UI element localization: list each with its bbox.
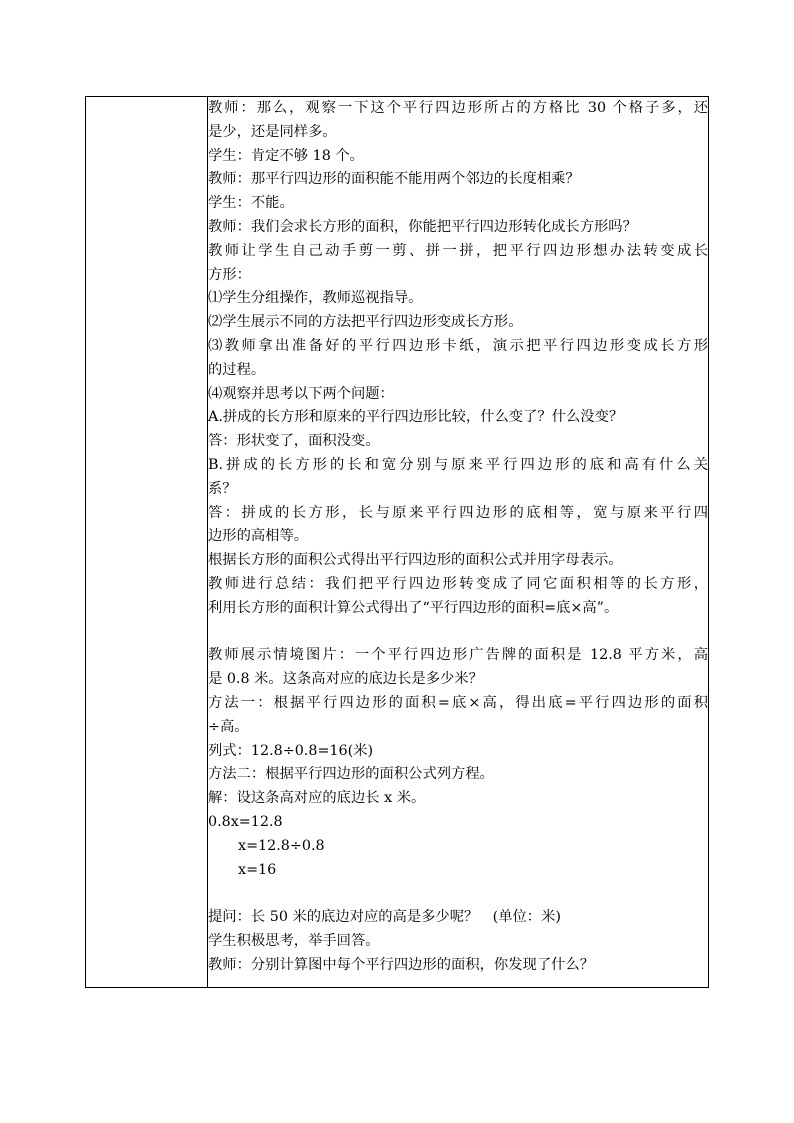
text-line: 答：形状变了，面积没变。 [208, 433, 380, 450]
left-column-cell [86, 97, 208, 988]
text-line: 教师：我们会求长方形的面积，你能把平行四边形转化成长方形吗？ [208, 218, 637, 235]
blank-line [208, 621, 708, 645]
text-line: 教师让学生自己动手剪一剪、拼一拼，把平行四边形想办法转变成长 [208, 242, 708, 259]
text-line: A.拼成的长方形和原来的平行四边形比较，什么变了？什么没变？ [208, 409, 624, 426]
text-line: ⑶教师拿出准备好的平行四边形卡纸，演示把平行四边形变成长方形 [208, 337, 708, 354]
text-line: 边形的高相等。 [208, 528, 309, 545]
text-line: 学生：不能。 [208, 195, 294, 212]
text-line: ÷高。 [208, 718, 249, 735]
equation-line: 0.8x=12.8 [208, 813, 283, 830]
lesson-content-cell [208, 97, 709, 988]
blank-line [208, 882, 708, 906]
text-line: 列式：12.8÷0.8=16(米) [208, 742, 374, 759]
text-line: 方形： [208, 266, 251, 283]
text-line: 教师：那么，观察一下这个平行四边形所占的方格比 30 个格子多，还 [208, 100, 708, 116]
text-line: 方法二：根据平行四边形的面积公式列方程。 [208, 766, 494, 783]
text-line: 教师展示情境图片：一个平行四边形广告牌的面积是 12.8 平方米，高 [208, 647, 708, 664]
text-line: ⑴学生分组操作，教师巡视指导。 [208, 290, 423, 307]
equation-line: x=16 [238, 861, 277, 878]
text-line: 是 0.8 米。这条高对应的底边长是多少米？ [208, 671, 483, 688]
text-line: 的过程。 [208, 361, 266, 378]
text-line: 是少，还是同样多。 [208, 123, 337, 140]
text-line: ⑵学生展示不同的方法把平行四边形变成长方形。 [208, 314, 523, 331]
text-line: 根据长方形的面积公式得出平行四边形的面积公式并用字母表示。 [208, 552, 623, 569]
text-line: 学生积极思考，举手回答。 [208, 932, 380, 949]
text-line: 提问：长 50 米的底边对应的高是多少呢？ (单位：米) [208, 909, 561, 926]
text-line: 学生：肯定不够 18 个。 [208, 147, 364, 164]
lesson-table [85, 96, 709, 988]
table-row [86, 97, 709, 988]
text-line: ⑷观察并思考以下两个问题： [208, 385, 394, 402]
text-line: 教师：分别计算图中每个平行四边形的面积，你发现了什么？ [208, 956, 595, 973]
text-line: 方法一：根据平行四边形的面积=底×高，得出底=平行四边形的面积 [208, 694, 708, 711]
text-line: 利用长方形的面积计算公式得出了“平行四边形的面积=底×高”。 [208, 599, 619, 616]
text-line: 系？ [208, 480, 237, 497]
text-line: 答：拼成的长方形，长与原来平行四边形的底相等，宽与原来平行四 [208, 504, 708, 521]
text-line: 解：设这条高对应的底边长 x 米。 [208, 790, 426, 807]
text-line: B.拼成的长方形的长和宽分别与原来平行四边形的底和高有什么关 [208, 456, 708, 473]
text-line: 教师进行总结：我们把平行四边形转变成了同它面积相等的长方形， [208, 575, 708, 592]
text-line: 教师：那平行四边形的面积能不能用两个邻边的长度相乘？ [208, 171, 580, 188]
equation-line: x=12.8÷0.8 [238, 837, 325, 854]
